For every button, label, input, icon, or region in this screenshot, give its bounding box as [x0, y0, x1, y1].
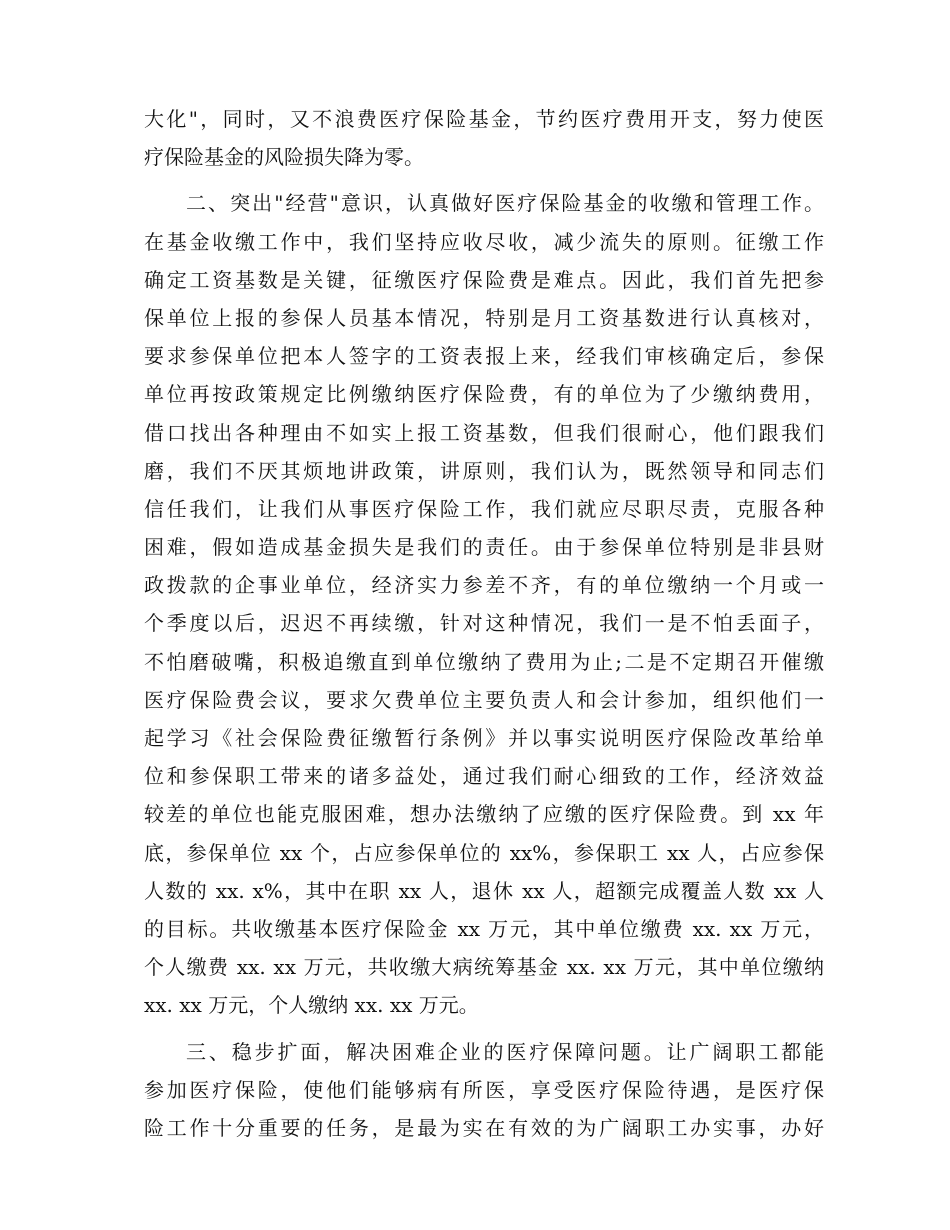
- text-line: 的目标。共收缴基本医疗保险金 xx 万元，其中单位缴费 xx. xx 万元，: [144, 916, 824, 941]
- text-line: 人数的 xx. x%，其中在职 xx 人，退休 xx 人，超额完成覆盖人数 xx 人: [144, 878, 824, 903]
- text-line: 在基金收缴工作中，我们坚持应收尽收，减少流失的原则。征缴工作: [144, 229, 824, 254]
- text-line: 借口找出各种理由不如实上报工资基数，但我们很耐心，他们跟我们: [144, 420, 824, 445]
- text-line: 疗保险基金的风险损失降为零。: [144, 145, 424, 170]
- text-line: 不怕磨破嘴，积极追缴直到单位缴纳了费用为止;二是不定期召开催缴: [144, 649, 824, 674]
- text-line: 政拨款的企事业单位，经济实力参差不齐，有的单位缴纳一个月或一: [144, 573, 824, 598]
- text-line: 二、突出"经营"意识，认真做好医疗保险基金的收缴和管理工作。: [186, 191, 824, 216]
- text-line: 较差的单位也能克服困难，想办法缴纳了应缴的医疗保险费。到 xx 年: [144, 802, 824, 827]
- text-line: 大化"，同时，又不浪费医疗保险基金，节约医疗费用开支，努力使医: [144, 107, 824, 131]
- text-line: 要求参保单位把本人签字的工资表报上来，经我们审核确定后，参保: [144, 344, 824, 369]
- text-line: 医疗保险费会议，要求欠费单位主要负责人和会计参加，组织他们一: [144, 687, 824, 712]
- paragraph-1: [144, 100, 824, 176]
- text-line: 信任我们，让我们从事医疗保险工作，我们就应尽职尽责，克服各种: [144, 496, 824, 521]
- text-line: 确定工资基数是关键，征缴医疗保险费是难点。因此，我们首先把参: [144, 267, 824, 292]
- text-line: 险工作十分重要的任务，是最为实在有效的为广阔职工办实事，办好: [144, 1115, 824, 1140]
- text-line: 磨，我们不厌其烦地讲政策，讲原则，我们认为，既然领导和同志们: [144, 458, 824, 483]
- text-line: xx. xx 万元，个人缴纳 xx. xx 万元。: [144, 993, 479, 1018]
- paragraph-2: [144, 184, 824, 1024]
- text-line: 底，参保单位 xx 个，占应参保单位的 xx%，参保职工 xx 人，占应参保: [144, 840, 824, 865]
- text-line: 单位再按政策规定比例缴纳医疗保险费，有的单位为了少缴纳费用，: [144, 382, 824, 407]
- paragraph-3: [144, 1033, 824, 1148]
- text-line: 个人缴费 xx. xx 万元，共收缴大病统筹基金 xx. xx 万元，其中单位缴纳: [144, 955, 824, 980]
- text-line: 三、稳步扩面，解决困难企业的医疗保障问题。让广阔职工都能: [186, 1039, 824, 1064]
- text-line: 个季度以后，迟迟不再续缴，针对这种情况，我们一是不怕丢面子，: [144, 611, 824, 636]
- text-line: 困难，假如造成基金损失是我们的责任。由于参保单位特别是非县财: [144, 535, 824, 560]
- text-line: 起学习《社会保险费征缴暂行条例》并以事实说明医疗保险改革给单: [144, 726, 824, 750]
- text-line: 参加医疗保险，使他们能够病有所医，享受医疗保险待遇，是医疗保: [144, 1077, 824, 1102]
- document-body: [144, 100, 824, 1147]
- text-line: 位和参保职工带来的诸多益处，通过我们耐心细致的工作，经济效益: [144, 764, 824, 789]
- text-line: 保单位上报的参保人员基本情况，特别是月工资基数进行认真核对，: [144, 305, 824, 330]
